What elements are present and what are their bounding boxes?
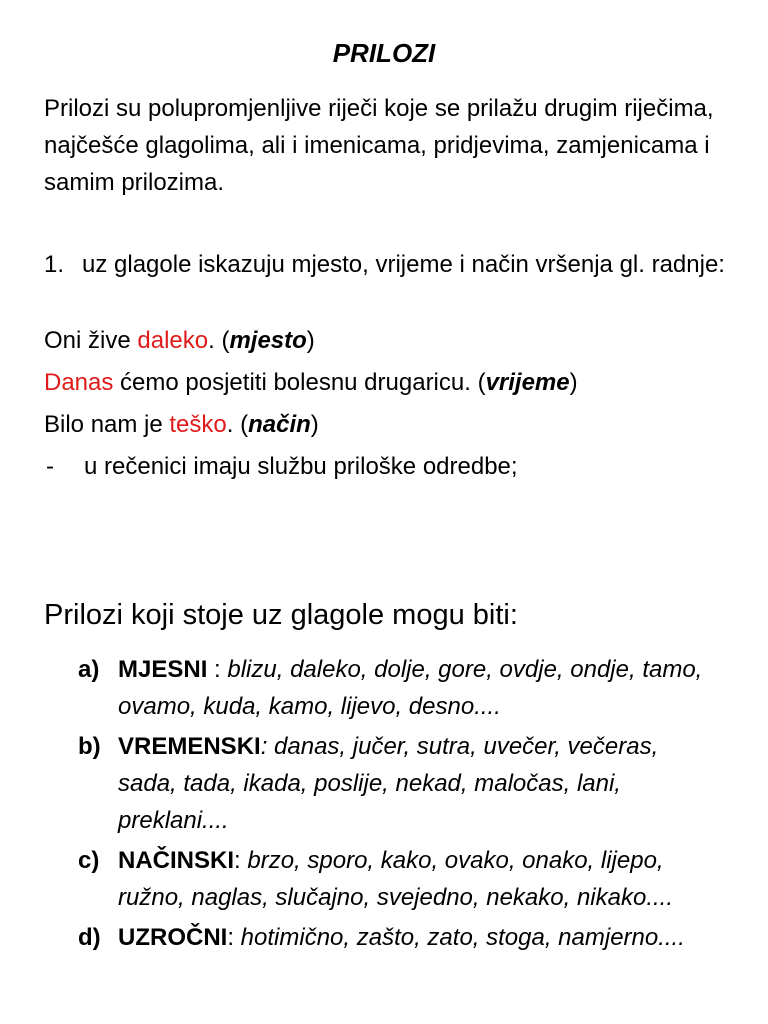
- example-adverb: Danas: [44, 369, 114, 396]
- category-words: brzo, sporo, kako, ovako, onako, lijepo, ružno, naglas, slučajno, svejedno, nekako, nikako....: [118, 847, 673, 911]
- category-words: danas, jučer, sutra, uvečer, večeras, sada, tada, ikada, poslije, nekad, maločas, lani, preklani....: [118, 733, 659, 834]
- example-text: Oni žive: [44, 327, 138, 354]
- example-text: ): [310, 411, 319, 438]
- section-heading: Prilozi koji stoje uz glagole mogu biti:: [44, 599, 518, 631]
- category-words: blizu, daleko, dolje, gore, ovdje, ondje, tamo, ovamo, kuda, kamo, lijevo, desno....: [118, 656, 703, 720]
- list-item: [78, 842, 718, 916]
- example-type: vrijeme: [485, 369, 570, 396]
- example-text: ćemo posjetiti bolesnu drugaricu. (: [113, 369, 486, 396]
- example-text: . (: [226, 411, 249, 438]
- category-separator: :: [227, 924, 241, 951]
- example-text: Bilo nam je: [44, 411, 170, 438]
- item-label: d): [78, 924, 101, 951]
- category-list: [78, 651, 718, 959]
- category-separator: :: [234, 847, 248, 874]
- category-name: VREMENSKI: [118, 733, 261, 760]
- example-sentence: [44, 322, 315, 359]
- category-words: hotimično, zašto, zato, stoga, namjerno....: [240, 924, 685, 951]
- example-adverb: teško: [169, 411, 227, 438]
- example-type: mjesto: [229, 327, 307, 354]
- list-item: [78, 651, 718, 725]
- page-title: PRILOZI: [332, 38, 436, 68]
- item-label: a): [78, 656, 100, 683]
- dash-marker: -: [46, 453, 54, 480]
- point-text: uz glagole iskazuju mjesto, vrijeme i način vršenja gl. radnje:: [82, 251, 725, 278]
- point-number: 1.: [44, 251, 65, 278]
- example-sentence: [44, 406, 319, 443]
- dash-point-text: u rečenici imaju službu priloške odredbe;: [84, 453, 518, 480]
- category-separator: :: [207, 656, 228, 683]
- list-item: [78, 728, 718, 839]
- item-label: b): [78, 733, 101, 760]
- category-name: UZROČNI: [118, 924, 228, 951]
- example-text: . (: [208, 327, 230, 354]
- numbered-point: [44, 246, 734, 283]
- example-adverb: daleko: [137, 327, 209, 354]
- example-text: ): [306, 327, 315, 354]
- category-name: MJESNI: [118, 656, 208, 683]
- example-text: ): [569, 369, 578, 396]
- item-label: c): [78, 847, 100, 874]
- category-separator: :: [260, 733, 275, 760]
- list-item: [78, 919, 718, 956]
- intro-paragraph: Prilozi su polupromjenljive riječi koje se prilažu drugim riječima, najčešće glagolima, ali i imenicama, pridjevima, zamjenicama i samim prilozima.: [44, 95, 714, 196]
- example-type: način: [248, 411, 311, 438]
- dash-point: [44, 448, 734, 485]
- example-sentence: [44, 364, 578, 401]
- category-name: NAČINSKI: [118, 847, 235, 874]
